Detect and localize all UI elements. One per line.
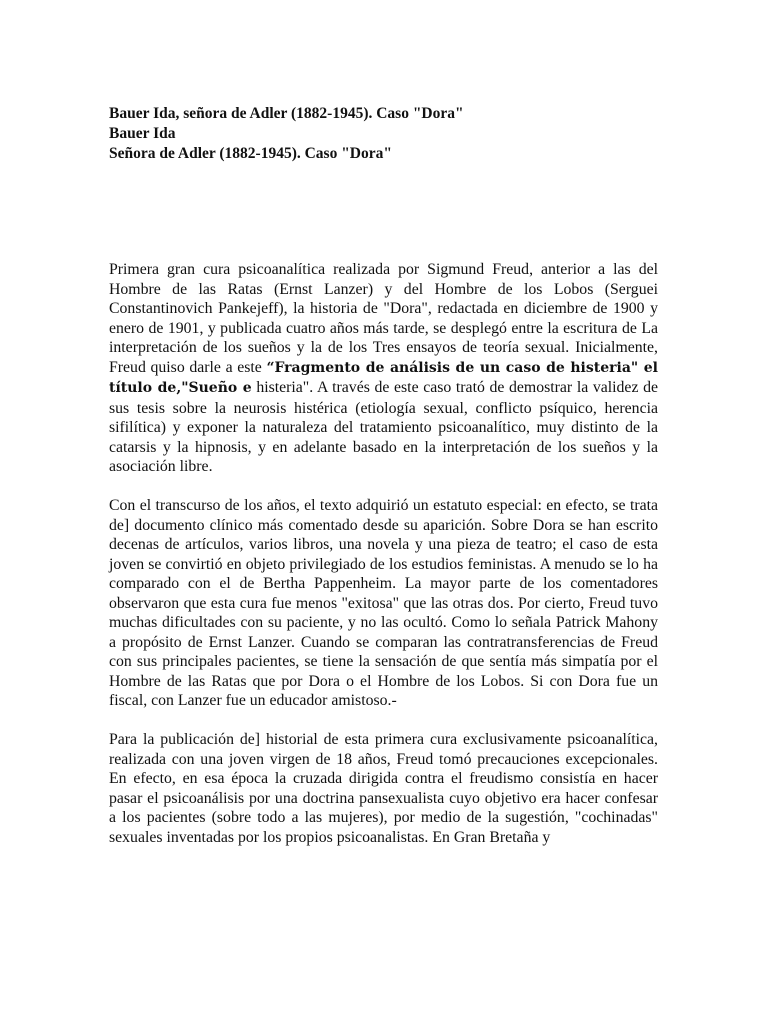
paragraph-3: Para la publicación de] historial de esta primera cura exclusivamente psicoanalítica, realizada con una joven virgen de 18 años, Freud tomó precauciones excepcionales. En efecto, en esa época la cruzada dirigida contra el freudismo consistía en hacer pasar el psicoanálisis por una doctrina pansexualista cuyo objetivo era hacer confesar a los pacientes (sobre todo a las mujeres), por medio de la sugestión, "cochinadas" sexuales inventadas por los propios psicoanalistas. En Gran Bretaña y (109, 731, 658, 846)
paragraph-2: Con el transcurso de los años, el texto adquirió un estatuto especial: en efecto, se trata de] documento clínico más comentado desde su aparición. Sobre Dora se han escrito decenas de artículos, varios libros, una novela y una pieza de teatro; el caso de esta joven se convirtió en objeto privilegiado de los estudios feministas. A menudo se lo ha comparado con el de Bertha Pappenheim. La mayor parte de los comentadores observaron que esta cura fue menos "exitosa" que las otras dos. Por cierto, Freud tuvo muchas dificultades con su paciente, y no las ocultó. Como lo señala Patrick Mahony a propósito de Ernst Lanzer. Cuando se comparan las contratransferencias de Freud con sus principales pacientes, se tiene la sensación de que sentía más simpatía por el Hombre de las Ratas que por Dora o el Hombre de los Lobos. Si con Dora fue un fiscal, con Lanzer fue un educador amistoso.- (109, 497, 658, 709)
document-title (109, 104, 658, 164)
title-line-2: Bauer Ida (109, 125, 176, 142)
paragraph-1-emphasis: “Fragmento de análisis de un caso de histeria" el título de,"Sueño e (109, 359, 658, 396)
paragraph-1-text-end: histeria". A través de este caso trató de demostrar la validez de sus tesis sobre la neurosis histérica (etiología sexual, conflicto psíquico, herencia sifilítica) y exponer la naturaleza del tratamiento psicoanalítico, muy distinto de la catarsis y la hipnosis, y en adelante basado en la interpretación de los sueños y la asociación libre. (109, 379, 658, 475)
paragraph-1-text-start: Primera gran cura psicoanalítica realizada por Sigmund Freud, anterior a las del Hombre de las Ratas (Ernst Lanzer) y del Hombre de los Lobos (Serguei Constantinovich Pankejeff), la historia de "Dora", redactada en diciembre de 1900 y enero de 1901, y publicada cuatro años más tarde, se desplegó entre la escritura de La interpretación de los sueños y la de los Tres ensayos de teoría sexual. Inicialmente, Freud quiso darle a este (109, 261, 658, 376)
document-page (109, 104, 658, 847)
title-line-1: Bauer Ida, señora de Adler (1882-1945). Caso "Dora" (109, 105, 464, 122)
paragraph-1 (109, 260, 658, 477)
title-line-3: Señora de Adler (1882-1945). Caso "Dora" (109, 145, 392, 162)
